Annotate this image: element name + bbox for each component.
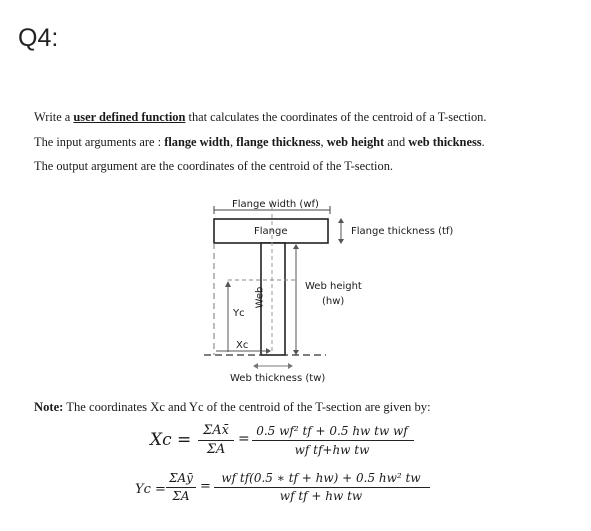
question-heading: Q4: [18, 24, 59, 52]
xc-num2: 0.5 wf² tf + 0.5 hw tw wf [256, 424, 408, 438]
intro-line-1-post: that calculates the coordinates of the centroid of a T-section. [185, 110, 487, 124]
xc-lhs: Xc = [150, 430, 192, 450]
yc-label: Yc [233, 308, 245, 319]
note-text: The coordinates Xc and Yc of the centroid of the T-section are given by: [63, 400, 431, 414]
web-label: Web [254, 286, 266, 309]
yc-bar1 [166, 487, 196, 488]
yc-eq: = [200, 479, 211, 494]
yc-lhs: Yc = [135, 482, 166, 497]
yc-num1: ΣAȳ [169, 471, 193, 485]
yc-den2: wf tf + hw tw [279, 489, 363, 503]
note-bold: Note: [34, 400, 64, 414]
xc-bar2 [252, 440, 414, 441]
xc-eq: = [238, 431, 250, 447]
arg-flange-thickness: flange thickness [236, 135, 321, 149]
web-thickness-label: Web thickness (tw) [230, 373, 326, 384]
period: . [481, 135, 485, 149]
web-height-label-2: (hw) [322, 296, 345, 307]
yc-num2: wf tf(0.5 ∗ tf + hw) + 0.5 hw² tw [221, 471, 421, 485]
arg-web-thickness: web thickness [408, 135, 482, 149]
xc-label: Xc [236, 340, 249, 351]
sep-1: , [229, 135, 237, 149]
arg-web-height: web height [326, 135, 385, 149]
intro-line-2-pre: The input arguments are : [34, 135, 165, 149]
user-defined-function-term: user defined function [73, 110, 186, 124]
flange-label: Flange [254, 226, 288, 237]
xc-num1: ΣAx̄ [203, 423, 229, 438]
web-height-label-1: Web height [305, 281, 362, 292]
arg-flange-width: flange width [164, 135, 230, 149]
xc-bar1 [198, 440, 234, 441]
note-line [34, 400, 431, 415]
xc-den1: ΣA [206, 442, 226, 457]
yc-den1: ΣA [172, 489, 190, 503]
sep-2: , [320, 135, 327, 149]
xc-den2: wf tf+hw tw [294, 443, 370, 457]
and-word: and [384, 135, 409, 149]
intro-line-3: The output argument are the coordinates of the centroid of the T-section. [34, 159, 393, 173]
intro-line-1-pre: Write a [34, 110, 74, 124]
flange-thickness-label: Flange thickness (tf) [351, 226, 454, 237]
yc-bar2 [214, 487, 430, 488]
flange-width-label: Flange width (wf) [232, 199, 319, 210]
